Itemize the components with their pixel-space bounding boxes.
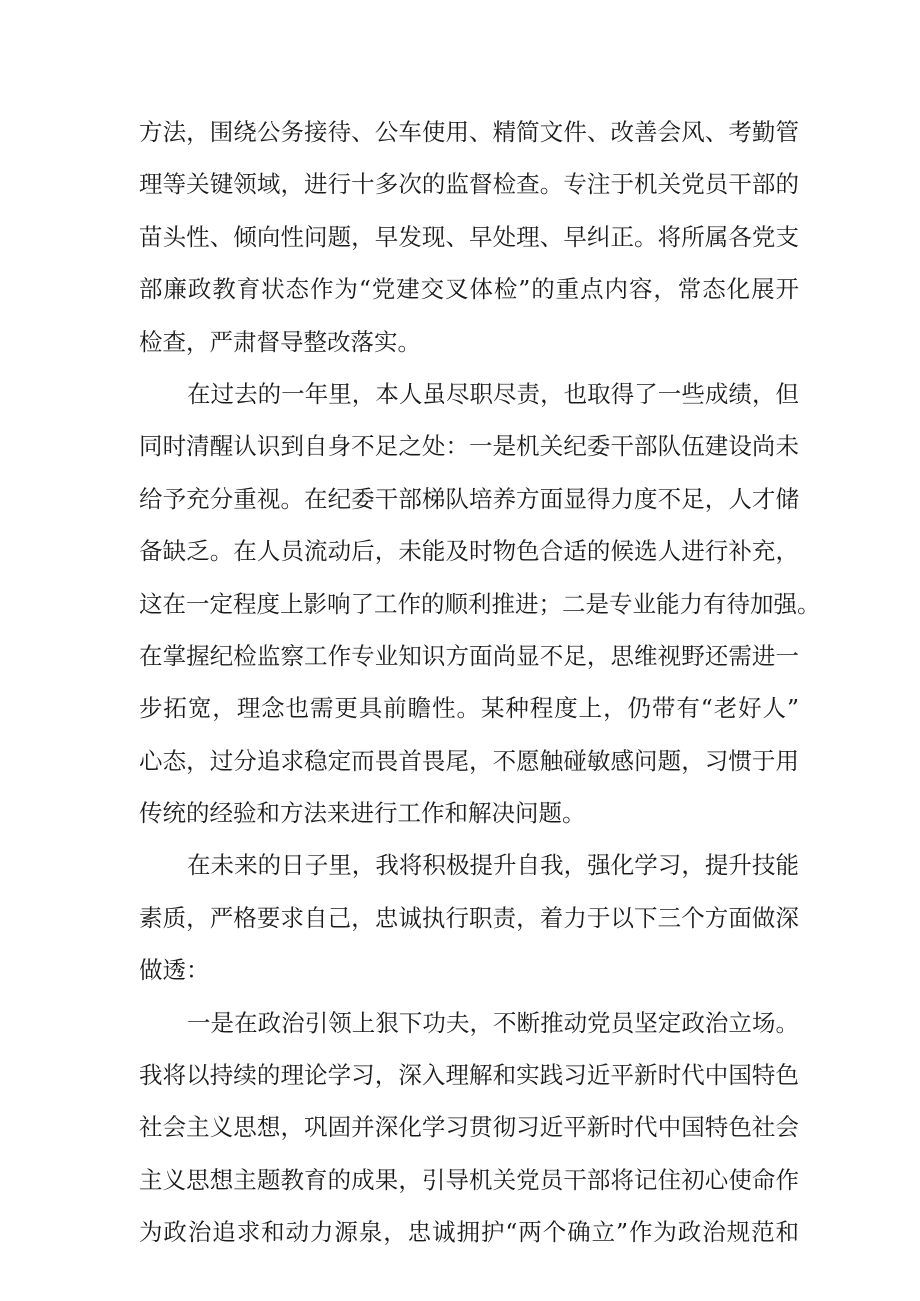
text-line: 理等关键领域，进行十多次的监督检查。专注于机关党员干部的 [139,170,799,199]
text-line: 做透： [139,956,210,985]
text-line: 步拓宽，理念也需更具前瞻性。某种程度上，仍带有“老好人” [139,694,799,723]
text-line: 检查，严肃督导整改落实。 [139,327,421,356]
text-line: 同时清醒认识到自身不足之处：一是机关纪委干部队伍建设尚未 [139,432,799,461]
text-line: 传统的经验和方法来进行工作和解决问题。 [139,799,586,828]
text-line: 在掌握纪检监察工作专业知识方面尚显不足，思维视野还需进一 [139,641,799,670]
text-line: 这在一定程度上影响了工作的顺利推进；二是专业能力有待加强。 [139,589,821,618]
text-line: 方法，围绕公务接待、公车使用、精简文件、改善会风、考勤管 [139,118,799,146]
text-line: 主义思想主题教育的成果，引导机关党员干部将记住初心使命作 [139,1165,799,1194]
text-line: 社会主义思想，巩固并深化学习贯彻习近平新时代中国特色社会 [139,1113,799,1142]
text-line: 素质，严格要求自己，忠诚执行职责，着力于以下三个方面做深 [139,903,799,932]
text-line: 苗头性、倾向性问题，早发现、早处理、早纠正。将所属各党支 [139,222,799,251]
text-line: 我将以持续的理论学习，深入理解和实践习近平新时代中国特色 [139,1061,799,1090]
text-line: 心态，过分追求稳定而畏首畏尾，不愿触碰敏感问题，习惯于用 [139,746,799,775]
paragraph-first-line: 在过去的一年里，本人虽尽职尽责，也取得了一些成绩，但 [187,379,799,408]
text-line: 部廉政教育状态作为“党建交叉体检”的重点内容，常态化展开 [139,275,799,304]
text-line: 备缺乏。在人员流动后，未能及时物色合适的候选人进行补充， [139,537,799,566]
text-line: 为政治追求和动力源泉，忠诚拥护“两个确立”作为政治规范和 [139,1218,799,1247]
paragraph-first-line: 一是在政治引领上狠下功夫，不断推动党员坚定政治立场。 [187,1008,799,1037]
paragraph-first-line: 在未来的日子里，我将积极提升自我，强化学习，提升技能 [187,851,799,880]
text-line: 给予充分重视。在纪委干部梯队培养方面显得力度不足，人才储 [139,484,799,513]
document-body [139,106,821,1259]
